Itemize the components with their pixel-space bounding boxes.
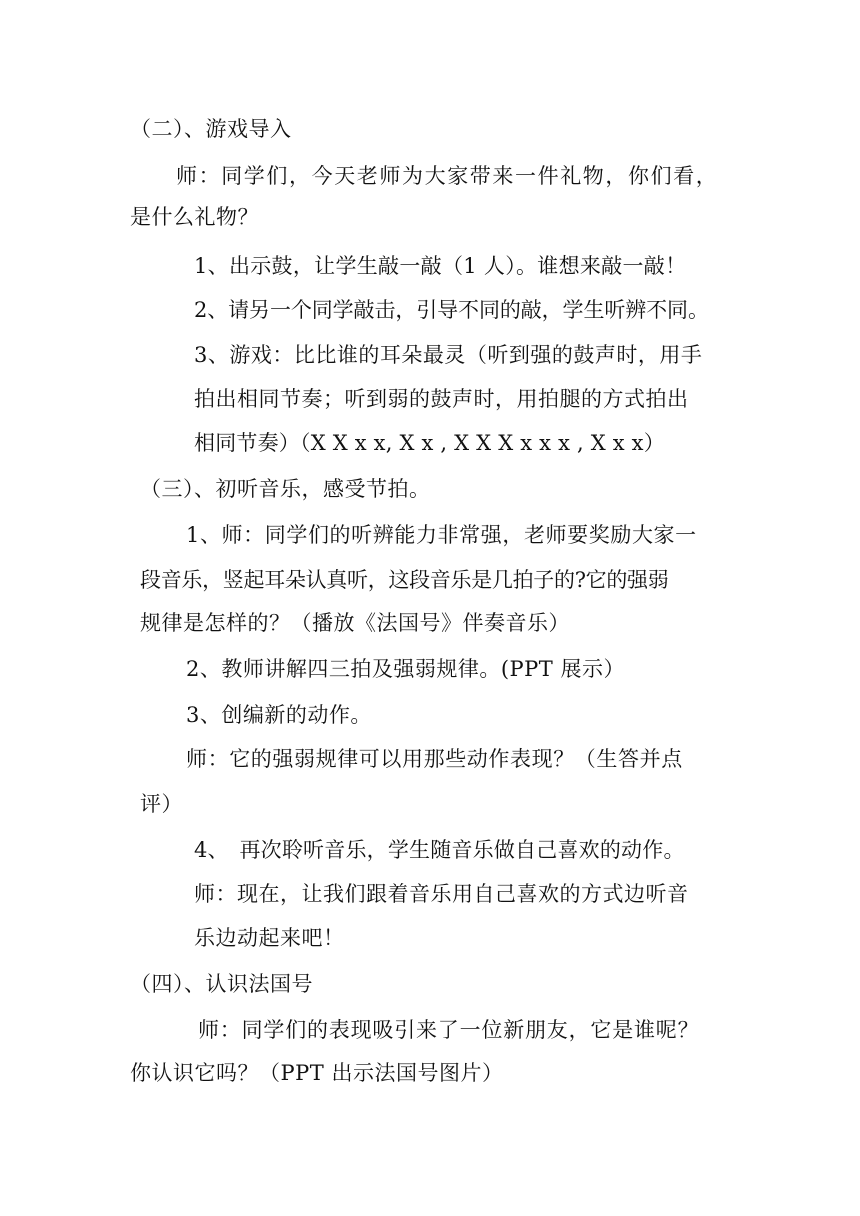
paragraph-listening-1: 1、师：同学们的听辨能力非常强，老师要奖励大家一 [186, 523, 697, 547]
paragraph-listening-2: 2、教师讲解四三拍及强弱规律。(PPT 展示） [186, 657, 625, 681]
list-item-1: 1、出示鼓，让学生敲一敲（1 人）。谁想来敲一敲！ [194, 254, 687, 278]
teacher-line-cont: 是什么礼物？ [130, 205, 259, 229]
teacher-line-3: 师：同学们的表现吸引来了一位新朋友，它是谁呢？ [198, 1018, 700, 1042]
teacher-question-cont: 评） [140, 792, 183, 816]
teacher-line: 师：同学们，今天老师为大家带来一件礼物，你们看， [176, 164, 719, 188]
list-item-3: 3、游戏：比比谁的耳朵最灵（听到强的鼓声时，用手 [194, 343, 703, 367]
teacher-line-3-cont: 你认识它吗？（PPT 出示法国号图片） [130, 1061, 504, 1085]
list-item-4: 4、 再次聆听音乐，学生随音乐做自己喜欢的动作。 [194, 838, 685, 862]
paragraph-listening-3: 3、创编新的动作。 [186, 703, 372, 727]
teacher-question: 师：它的强弱规律可以用那些动作表现？（生答并点 [186, 747, 683, 771]
list-item-3-rhythm: 相同节奏）（X X x x, X x , X X X x x x , X x x） [194, 431, 665, 455]
list-item-2: 2、请另一个同学敲击，引导不同的敲，学生听辨不同。 [194, 298, 709, 322]
section-heading-game-intro: （二）、游戏导入 [130, 117, 292, 141]
paragraph-listening-1-cont: 段音乐，竖起耳朵认真听，这段音乐是几拍子的?它的强弱 [140, 568, 669, 592]
paragraph-listening-1-end: 规律是怎样的？（播放《法国号》伴奏音乐） [140, 611, 570, 635]
teacher-line-2-cont: 乐边动起来吧！ [194, 926, 345, 950]
list-item-3-cont: 拍出相同节奏；听到弱的鼓声时，用拍腿的方式拍出 [194, 387, 689, 411]
section-heading-french-horn: （四）、认识法国号 [130, 972, 313, 996]
section-heading-listening: （三）、初听音乐，感受节拍。 [140, 477, 431, 501]
teacher-line-2: 师：现在，让我们跟着音乐用自己喜欢的方式边听音 [194, 882, 689, 906]
